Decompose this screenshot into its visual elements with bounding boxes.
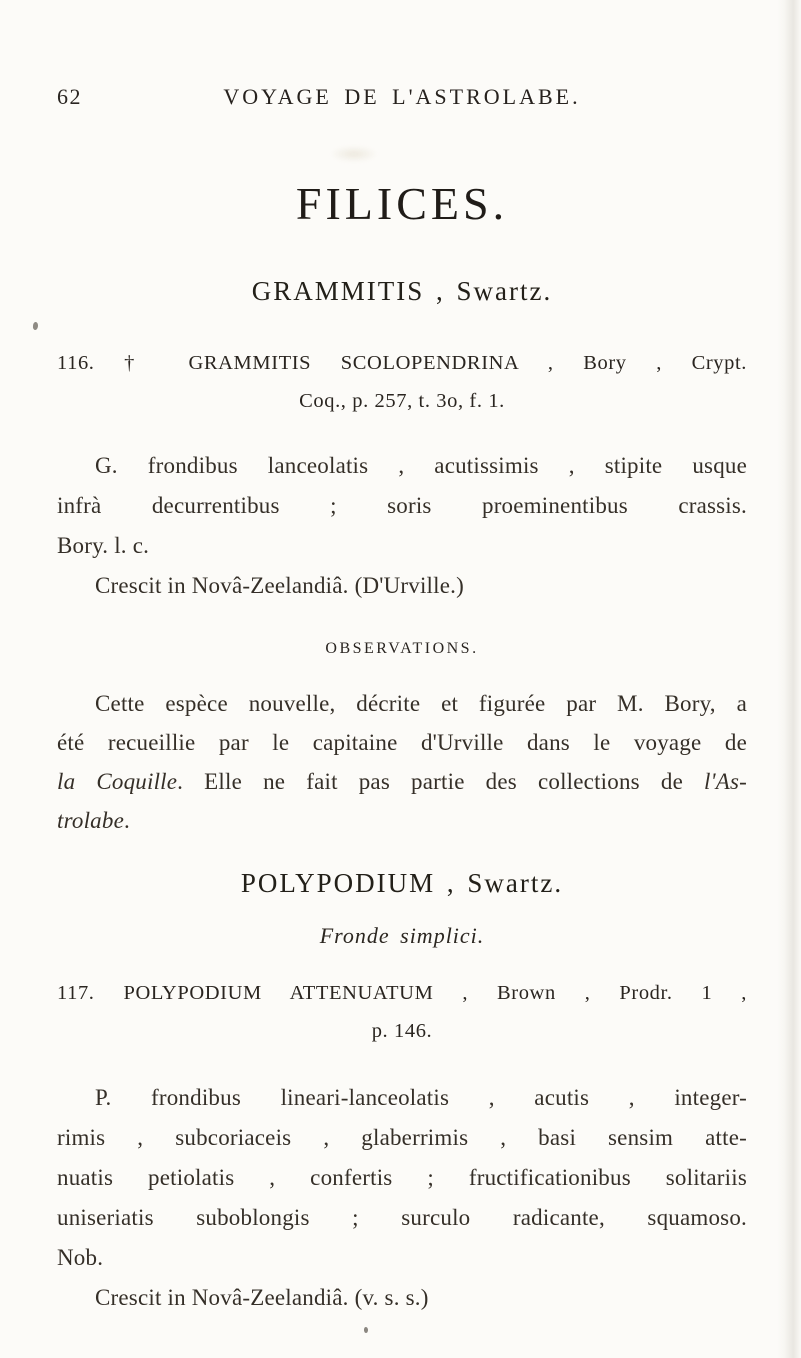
division-subheading: Fronde simplici. bbox=[319, 923, 485, 948]
page-header bbox=[57, 84, 747, 112]
page-number: 62 bbox=[57, 84, 82, 109]
italic-text-run: la Coquille bbox=[57, 769, 178, 794]
text-line: P. frondibus lineari-lanceolatis , acutis , integer- bbox=[95, 1085, 747, 1110]
text-line: Coq., p. 257, t. 3o, f. 1. bbox=[299, 390, 505, 412]
italic-text-run: trolabe bbox=[57, 808, 124, 833]
ink-speck bbox=[32, 322, 38, 331]
diagnosis-paragraph-117 bbox=[57, 1078, 747, 1278]
text-line: 116. † GRAMMITIS SCOLOPENDRINA , Bory , Crypt. bbox=[57, 352, 747, 374]
text-line: Cette espèce nouvelle, décrite et figurée par M. Bory, a bbox=[95, 691, 747, 716]
text-line: G. frondibus lanceolatis , acutissimis , stipite usque bbox=[95, 453, 747, 478]
text-line bbox=[57, 762, 747, 801]
text-line: été recueillie par le capitaine d'Urville dans le voyage de bbox=[57, 730, 747, 755]
habitat-line-116 bbox=[57, 566, 747, 606]
diagnosis-paragraph-116 bbox=[57, 446, 747, 566]
text-line: 117. POLYPODIUM ATTENUATUM , Brown , Prodr. 1 , bbox=[57, 982, 747, 1004]
text-run: . bbox=[124, 808, 130, 833]
italic-text-run: l'As- bbox=[704, 769, 747, 794]
text-run: . Elle ne fait pas partie des collections de bbox=[177, 769, 705, 794]
observations-paragraph bbox=[57, 684, 747, 840]
text-line: rimis , subcoriaceis , glaberrimis , basi sensim atte- bbox=[57, 1125, 747, 1150]
text-line: Bory. l. c. bbox=[57, 533, 150, 558]
text-line: Nob. bbox=[57, 1245, 104, 1270]
section-title: FILICES. bbox=[295, 178, 509, 229]
species-entry-117 bbox=[57, 974, 747, 1050]
text-line: nuatis petiolatis , confertis ; fructificationibus solitariis bbox=[57, 1165, 747, 1190]
habitat-line-117 bbox=[57, 1278, 747, 1318]
genus-heading-polypodium: POLYPODIUM , Swartz. bbox=[240, 868, 564, 898]
text-line: Crescit in Novâ-Zeelandiâ. (D'Urville.) bbox=[95, 573, 464, 598]
page-edge-shadow bbox=[777, 0, 801, 1358]
genus-heading-grammitis: GRAMMITIS , Swartz. bbox=[251, 276, 553, 306]
text-line bbox=[57, 801, 747, 840]
text-line: Crescit in Novâ-Zeelandiâ. (v. s. s.) bbox=[95, 1285, 429, 1310]
text-line: infrà decurrentibus ; soris proeminentibus crassis. bbox=[57, 493, 747, 518]
paper-smudge bbox=[330, 146, 378, 162]
text-line: p. 146. bbox=[371, 1020, 433, 1042]
ink-speck bbox=[364, 1327, 368, 1333]
running-title: VOYAGE DE L'ASTROLABE. bbox=[223, 84, 581, 109]
species-entry-116 bbox=[57, 344, 747, 420]
text-line: uniseriatis suboblongis ; surculo radicante, squamoso. bbox=[57, 1205, 747, 1230]
observations-heading: OBSERVATIONS. bbox=[325, 640, 479, 657]
